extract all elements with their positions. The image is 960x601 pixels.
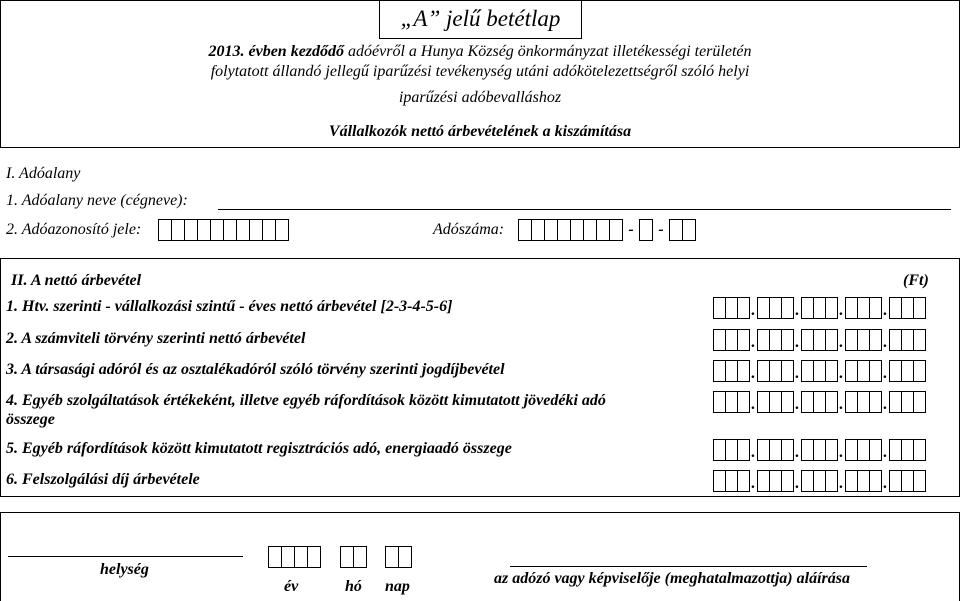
amount-digit-box[interactable]	[825, 329, 838, 351]
revenue-row-label: 2. A számviteli törvény szerinti nettó árbevétel	[6, 330, 306, 347]
tax-id-label: 2. Adóazonosító jele:	[6, 221, 142, 238]
day-label: nap	[385, 578, 410, 595]
amount-digit-box[interactable]	[781, 439, 794, 461]
amount-digit-box[interactable]	[781, 391, 794, 413]
tax-number-label: Adószáma:	[433, 221, 505, 238]
amount-digit-box[interactable]	[913, 391, 926, 413]
year-boxes[interactable]	[268, 546, 321, 568]
amount-digit-box[interactable]	[869, 297, 882, 319]
thousands-separator: .	[883, 396, 888, 413]
amount-digit-box[interactable]	[913, 470, 926, 492]
tax-number-digit-box[interactable]	[544, 219, 558, 241]
section-1-heading: I. Adóalany	[6, 165, 81, 182]
header-description	[140, 42, 820, 108]
amount-digit-box[interactable]	[737, 297, 750, 319]
thousands-separator: .	[751, 302, 756, 319]
amount-digit-box[interactable]	[913, 439, 926, 461]
tax-number-boxes[interactable]	[518, 219, 696, 241]
tax-id-digit-box[interactable]	[275, 219, 289, 241]
tax-number-digit-box[interactable]	[583, 219, 597, 241]
thousands-separator: .	[883, 365, 888, 382]
revenue-row-label: 4. Egyéb szolgáltatások értékeként, illetve egyéb ráfordítások között kimutatott jövedéki adó	[6, 392, 606, 409]
amount-digit-box[interactable]	[913, 297, 926, 319]
tax-id-digit-box[interactable]	[249, 219, 263, 241]
place-line[interactable]	[8, 556, 243, 557]
revenue-row-label: 5. Egyéb ráfordítások között kimutatott regisztrációs adó, energiaadó összege	[6, 440, 512, 457]
month-label: hó	[345, 578, 362, 595]
thousands-separator: .	[795, 444, 800, 461]
thousands-separator: .	[883, 475, 888, 492]
amount-boxes[interactable]	[713, 439, 926, 461]
amount-digit-box[interactable]	[737, 360, 750, 382]
amount-digit-box[interactable]	[869, 439, 882, 461]
taxpayer-name-field[interactable]	[218, 209, 951, 210]
amount-boxes[interactable]	[713, 470, 926, 492]
tax-number-digit-box[interactable]	[570, 219, 584, 241]
amount-digit-box[interactable]	[869, 360, 882, 382]
month-boxes[interactable]	[340, 546, 367, 568]
place-label: helység	[100, 561, 149, 578]
thousands-separator: .	[839, 475, 844, 492]
tax-number-dash: -	[628, 221, 634, 238]
thousands-separator: .	[883, 334, 888, 351]
thousands-separator: .	[751, 334, 756, 351]
thousands-separator: .	[751, 475, 756, 492]
amount-digit-box[interactable]	[781, 470, 794, 492]
form-title: „A” jelű betétlap	[400, 6, 561, 31]
signature-label: az adózó vagy képviselője (meghatalmazottja) aláírása	[494, 570, 850, 587]
amount-digit-box[interactable]	[825, 360, 838, 382]
year-digit-box[interactable]	[307, 546, 321, 568]
tax-id-digit-box[interactable]	[197, 219, 211, 241]
day-boxes[interactable]	[385, 546, 412, 568]
year-label: év	[284, 578, 299, 595]
unit-label: (Ft)	[903, 272, 929, 289]
section-2-heading: II. A nettó árbevétel	[11, 272, 142, 289]
tax-id-digit-box[interactable]	[210, 219, 224, 241]
thousands-separator: .	[839, 396, 844, 413]
thousands-separator: .	[751, 365, 756, 382]
amount-digit-box[interactable]	[781, 297, 794, 319]
amount-digit-box[interactable]	[737, 470, 750, 492]
tax-id-boxes[interactable]	[158, 219, 289, 241]
revenue-row-label: 3. A társasági adóról és az osztalékadóról szóló törvény szerinti jogdíjbevétel	[6, 361, 505, 378]
tax-number-digit-box[interactable]	[596, 219, 610, 241]
day-digit-box[interactable]	[385, 546, 399, 568]
amount-digit-box[interactable]	[869, 391, 882, 413]
revenue-row-label: 1. Htv. szerinti - vállalkozási szintű - éves nettó árbevétel [2-3-4-5-6]	[6, 298, 453, 315]
tax-number-digit-box[interactable]	[531, 219, 545, 241]
tax-number-digit-box[interactable]	[518, 219, 532, 241]
tax-id-digit-box[interactable]	[158, 219, 172, 241]
thousands-separator: .	[839, 302, 844, 319]
thousands-separator: .	[795, 475, 800, 492]
thousands-separator: .	[839, 365, 844, 382]
amount-digit-box[interactable]	[737, 391, 750, 413]
year-digit-box[interactable]	[281, 546, 295, 568]
thousands-separator: .	[795, 365, 800, 382]
thousands-separator: .	[883, 444, 888, 461]
amount-digit-box[interactable]	[913, 360, 926, 382]
thousands-separator: .	[751, 396, 756, 413]
thousands-separator: .	[795, 302, 800, 319]
header-line-1	[140, 42, 820, 62]
tax-id-digit-box[interactable]	[184, 219, 198, 241]
amount-digit-box[interactable]	[781, 360, 794, 382]
month-digit-box[interactable]	[353, 546, 367, 568]
amount-digit-box[interactable]	[869, 470, 882, 492]
tax-number-digit-box[interactable]	[639, 219, 653, 241]
tax-number-dash: -	[658, 221, 664, 238]
year-digit-box[interactable]	[268, 546, 282, 568]
taxpayer-name-label: 1. Adóalany neve (cégneve):	[6, 192, 188, 209]
tax-number-digit-box[interactable]	[557, 219, 571, 241]
thousands-separator: .	[751, 444, 756, 461]
amount-boxes[interactable]	[713, 391, 926, 413]
tax-id-digit-box[interactable]	[262, 219, 276, 241]
tax-number-digit-box[interactable]	[682, 219, 696, 241]
amount-digit-box[interactable]	[825, 297, 838, 319]
revenue-row-label-continuation: összege	[6, 411, 55, 428]
header-year: 2013. évben kezdődő	[208, 43, 345, 60]
tax-number-digit-box[interactable]	[609, 219, 623, 241]
thousands-separator: .	[839, 334, 844, 351]
amount-boxes[interactable]	[713, 297, 926, 319]
signature-line[interactable]	[510, 566, 867, 567]
amount-digit-box[interactable]	[737, 439, 750, 461]
tax-number-digit-box[interactable]	[669, 219, 683, 241]
thousands-separator: .	[795, 396, 800, 413]
amount-digit-box[interactable]	[737, 329, 750, 351]
amount-digit-box[interactable]	[825, 470, 838, 492]
amount-digit-box[interactable]	[781, 329, 794, 351]
header-line-3: iparűzési adóbevalláshoz	[398, 89, 562, 106]
amount-digit-box[interactable]	[825, 439, 838, 461]
amount-digit-box[interactable]	[913, 329, 926, 351]
thousands-separator: .	[795, 334, 800, 351]
header-line-1-text: adóévről a Hunya Község önkormányzat illetékességi területén	[344, 43, 752, 60]
month-digit-box[interactable]	[340, 546, 354, 568]
amount-digit-box[interactable]	[825, 391, 838, 413]
year-digit-box[interactable]	[294, 546, 308, 568]
day-digit-box[interactable]	[398, 546, 412, 568]
header-line-2: folytatott állandó jellegű iparűzési tevékenység utáni adókötelezettségről szóló helyi	[210, 63, 750, 80]
header-subtitle: Vállalkozók nettó árbevételének a kiszámítása	[328, 123, 632, 140]
revenue-row-label: 6. Felszolgálási díj árbevétele	[6, 471, 200, 488]
thousands-separator: .	[839, 444, 844, 461]
tax-id-digit-box[interactable]	[223, 219, 237, 241]
amount-digit-box[interactable]	[869, 329, 882, 351]
tax-id-digit-box[interactable]	[171, 219, 185, 241]
tax-id-digit-box[interactable]	[236, 219, 250, 241]
amount-boxes[interactable]	[713, 360, 926, 382]
thousands-separator: .	[883, 302, 888, 319]
amount-boxes[interactable]	[713, 329, 926, 351]
